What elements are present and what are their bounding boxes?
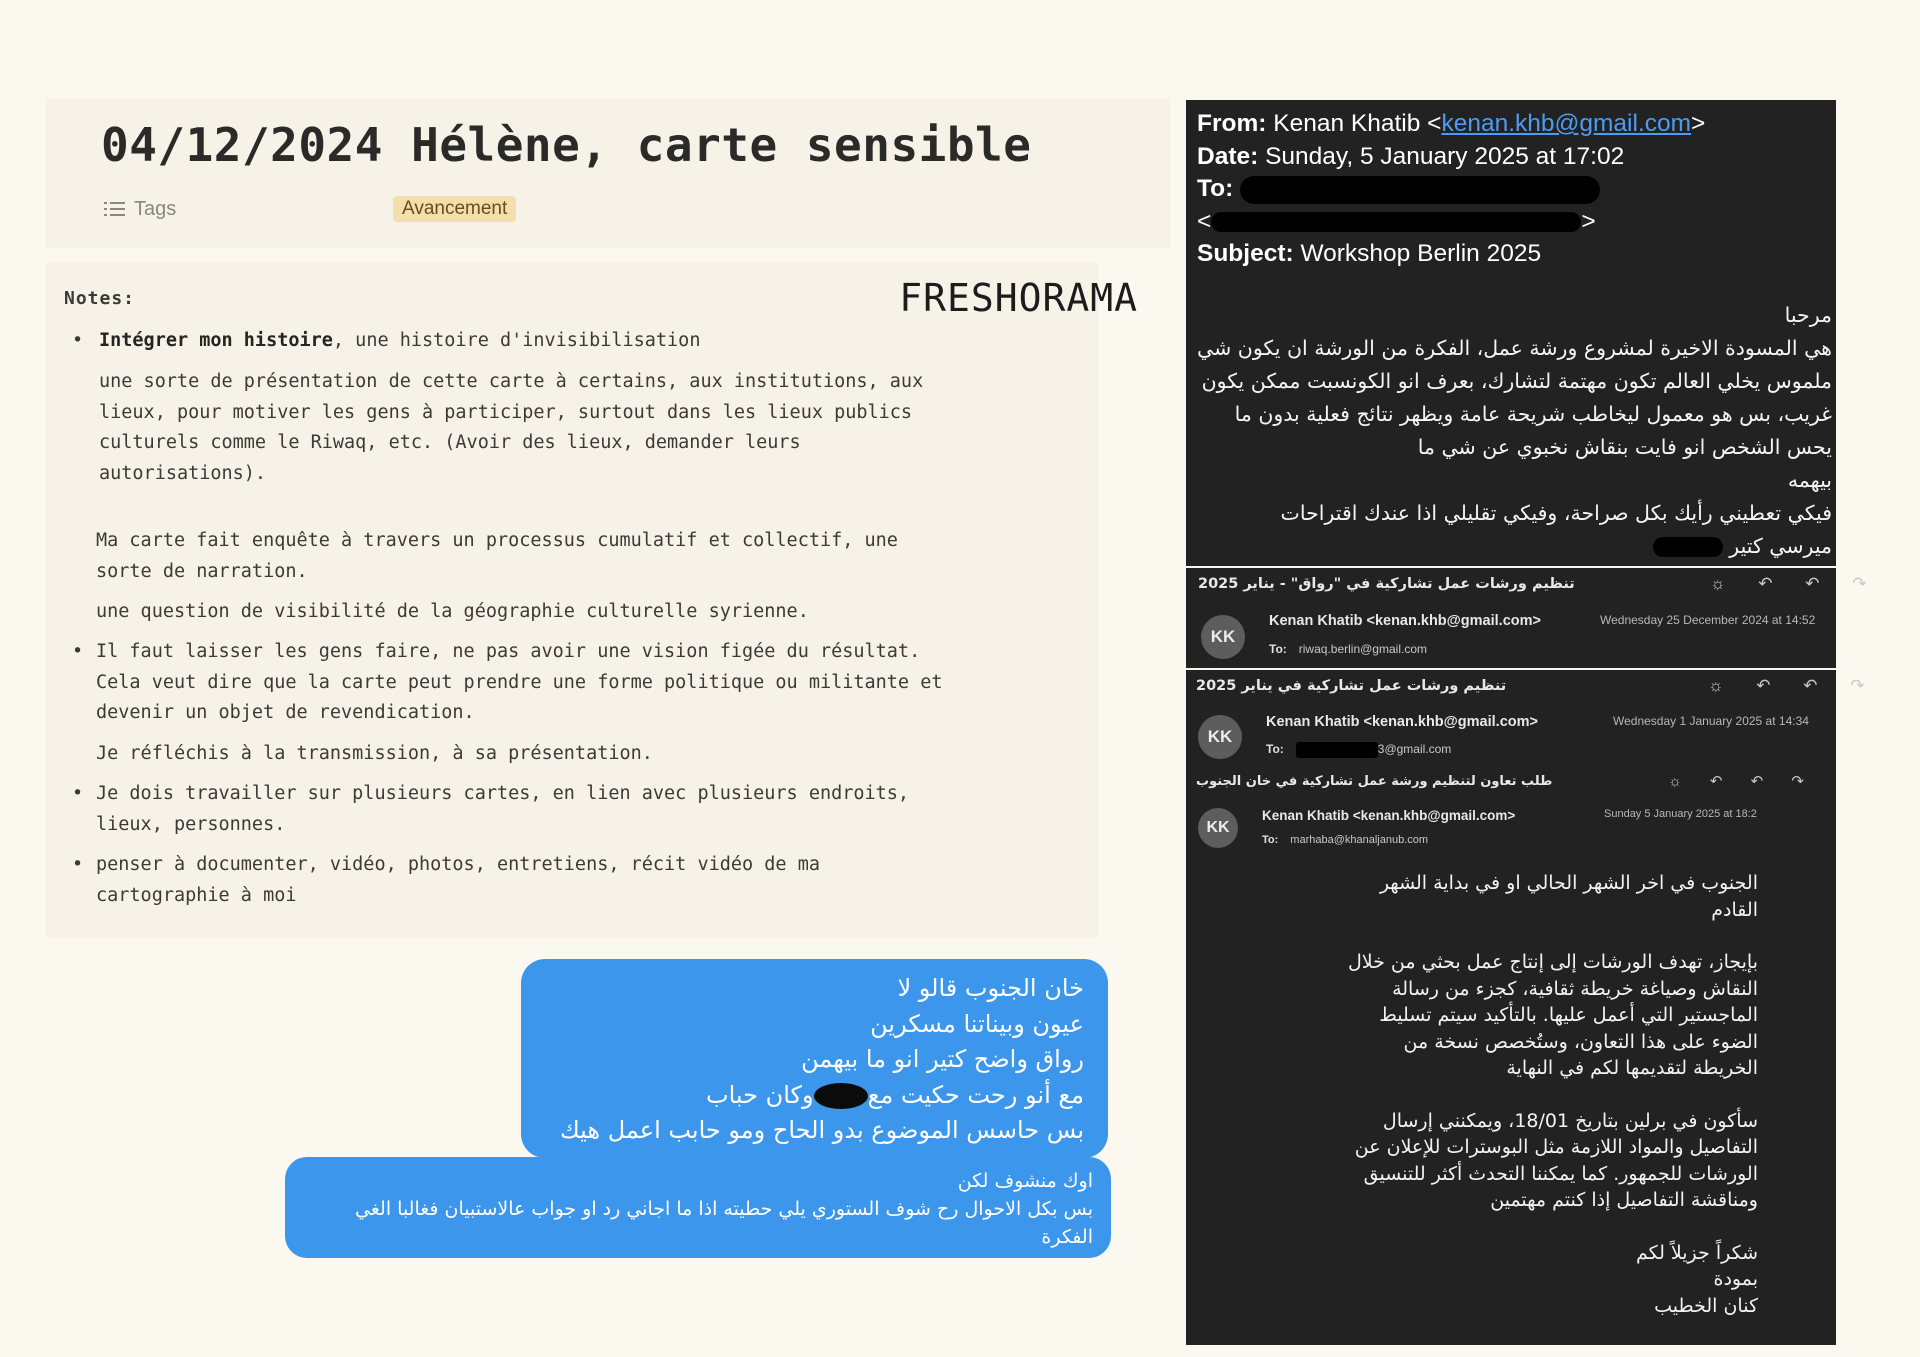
bullet-dot: • — [72, 641, 84, 662]
bullet-dot: • — [72, 854, 84, 875]
body-paragraph — [1198, 949, 1758, 1082]
to-label: To: — [1269, 642, 1287, 656]
body-line: الجنوب في اخر الشهر الحالي او في بداية الشهر — [1379, 872, 1758, 894]
from-email-link[interactable]: kenan.khb@gmail.com — [1441, 110, 1692, 137]
redaction-mark — [1653, 537, 1723, 557]
text-line: autorisations). — [99, 462, 267, 484]
text-line: culturels comme le Riwaq, etc. (Avoir des lieux, demander leurs — [99, 432, 801, 453]
message-line: رواق واضح كتير انو ما بيهمن — [801, 1045, 1084, 1073]
avatar: KK — [1198, 715, 1242, 759]
text-line: Ma carte fait enquête à travers un processus cumulatif et collectif, une — [96, 530, 898, 551]
from-label: From: — [1197, 110, 1267, 137]
date-line — [1197, 141, 1705, 174]
tags-label: Tags — [134, 198, 177, 220]
text-line: devenir un objet de revendication. — [96, 702, 475, 723]
text-line: une sorte de présentation de cette carte à certains, aux institutions, aux — [99, 371, 924, 392]
thread-subject: طلب تعاون لتنظيم ورشة عمل تشاركية في خان الجنوب — [1196, 774, 1553, 789]
body-line: شكراً جزيلاً لكم — [1635, 1241, 1758, 1264]
chat-message-bubble — [285, 1157, 1111, 1258]
email-body — [1192, 299, 1832, 563]
body-line: ومناقشة التفاصيل إذا كنتم مهتمين — [1490, 1189, 1758, 1211]
body-line: الورشات للجمهور. كما يمكننا التحدث أكثر للتنسيق — [1363, 1162, 1758, 1185]
to-line-2 — [1197, 206, 1705, 239]
body-line: بيهمه — [1787, 468, 1832, 492]
reply-actions-icon[interactable]: ☼ ↶ ↶ ↷ — [1668, 773, 1816, 790]
body-line: بإيجاز، تهدف الورشات إلى إنتاج عمل بحثي من خلال — [1347, 951, 1758, 973]
body-paragraph — [1198, 870, 1758, 923]
thread-from: Kenan Khatib <kenan.khb@gmail.com> — [1269, 613, 1541, 629]
tag-avancement[interactable]: Avancement — [393, 196, 516, 222]
message-fragment: وكان حباب — [706, 1080, 814, 1109]
bullet-text: , une histoire d'invisibilisation — [332, 330, 701, 351]
bullet-item — [46, 326, 1056, 357]
from-name: Kenan Khatib < — [1273, 110, 1442, 137]
body-line: الضوء على هذا التعاون، وستُخصص نسخة من — [1403, 1030, 1758, 1053]
message-line — [560, 1078, 1084, 1114]
paragraph — [46, 597, 1056, 628]
chat-message-bubble — [521, 959, 1108, 1158]
notes-label: Notes: — [64, 288, 136, 309]
message-line: اوك منشوف لكن — [957, 1170, 1093, 1192]
email-body-reply — [1198, 870, 1758, 1345]
subject-label: Subject: — [1197, 240, 1294, 267]
paragraph — [46, 367, 1056, 489]
body-line: هي المسودة الاخيرة لمشروع ورشة عمل، الفكرة من الورشة ان يكون شي — [1197, 336, 1832, 360]
body-paragraph — [1198, 1108, 1758, 1214]
thread-from: Kenan Khatib <kenan.khb@gmail.com> — [1266, 714, 1538, 730]
tags-property[interactable] — [104, 196, 704, 226]
date-label: Date: — [1197, 142, 1259, 170]
body-line: القادم — [1711, 898, 1758, 921]
thread-date: Wednesday 25 December 2024 at 14:52 — [1600, 613, 1816, 627]
body-line: غريب، بس هو معمول ليخاطب شريحة عامة ويظهر نتائج فعلية بدون ما — [1234, 402, 1832, 426]
text-line: lieux, pour motiver les gens à participer, surtout dans les lieux publics — [99, 401, 913, 423]
thread-to: marhaba@khanaljanub.com — [1290, 834, 1429, 846]
body-line — [1192, 530, 1832, 563]
body-line: بمودة — [1713, 1268, 1758, 1290]
page-title: 04/12/2024 Hélène, carte sensible — [101, 118, 1032, 172]
bracket: < — [1197, 207, 1212, 235]
note-header — [46, 98, 1170, 248]
body-line: ملموس يخلي العالم تكون مهتمة لتشارك، بعرف انو الكونسبت ممكن يكون — [1201, 369, 1832, 393]
thread-from: Kenan Khatib <kenan.khb@gmail.com> — [1262, 808, 1516, 823]
email-header — [1197, 108, 1705, 271]
body-line: الخريطة لتقديمها لكم في النهاية — [1506, 1057, 1758, 1079]
bullet-item — [46, 779, 1056, 840]
bullet-item — [46, 850, 1056, 911]
redaction-mark — [1240, 176, 1600, 204]
text-line: sorte de narration. — [96, 560, 308, 582]
from-line — [1197, 108, 1705, 141]
thread-date: Sunday 5 January 2025 at 18:2 — [1604, 808, 1757, 820]
reply-actions-icon[interactable]: ☼ ↶ ↶ ↷ — [1708, 676, 1879, 695]
text-line: cartographie à moi — [96, 884, 297, 906]
body-line: كنان الخطيب — [1654, 1294, 1758, 1317]
thread-to: riwaq.berlin@gmail.com — [1298, 642, 1427, 656]
thread-subject: تنظيم ورشات عمل تشاركية في يناير 2025 — [1196, 678, 1507, 694]
text-line: une question de visibilité de la géographie culturelle syrienne. — [96, 601, 809, 622]
body-line: النقاش وصياغة خريطة ثقافية، كجزء من رسالة — [1392, 977, 1758, 1000]
reply-actions-icon[interactable]: ☼ ↶ ↶ ↷ — [1710, 574, 1881, 593]
body-line: سأكون في برلين بتاريخ 18/01، ويمكنني إرسال — [1382, 1109, 1758, 1132]
message-fragment: مع أنو رحت حكيت مع — [867, 1080, 1084, 1109]
avatar: KK — [1201, 615, 1245, 659]
text-line: Il faut laisser les gens faire, ne pas avoir une vision figée du résultat. — [96, 641, 921, 662]
to-label: To: — [1197, 175, 1234, 202]
body-paragraph — [1198, 1240, 1758, 1320]
text-line: lieux, personnes. — [96, 813, 286, 835]
redaction-mark — [814, 1083, 868, 1109]
text-line: penser à documenter, vidéo, photos, entretiens, récit vidéo de ma — [96, 854, 820, 875]
bullet-item — [46, 637, 1056, 729]
divider — [1186, 668, 1836, 670]
text-line: Je dois travailler sur plusieurs cartes, en lien avec plusieurs endroits, — [96, 783, 910, 804]
message-line: الفكرة — [1041, 1226, 1093, 1248]
message-line: بس حاسس الموضوع بدو الحاح ومو حابب اعمل هيك — [559, 1116, 1084, 1144]
subject-line — [1197, 238, 1705, 271]
body-line: مرحبا — [1784, 303, 1832, 327]
to-label: To: — [1262, 834, 1279, 846]
date-value: Sunday, 5 January 2025 at 17:02 — [1265, 142, 1625, 170]
message-line: خان الجنوب قالو لا — [897, 974, 1084, 1002]
bracket: > — [1581, 207, 1596, 235]
text-line: Je réfléchis à la transmission, à sa présentation. — [96, 743, 653, 764]
note-body — [46, 262, 1138, 938]
body-line: يحس الشخص انو فايت بنقاش نخبوي عن شي ما — [1417, 435, 1832, 459]
avatar: KK — [1198, 808, 1238, 848]
body-fragment: ميرسي كتير — [1729, 534, 1832, 558]
to-label: To: — [1266, 742, 1284, 757]
bullet-dot: • — [72, 330, 84, 351]
paragraph — [46, 526, 1056, 587]
thread-to: 3@gmail.com — [1377, 742, 1452, 757]
message-line: بس بكل الاحوال رح شوف الستوري يلي حطيته اذا ما اجاني رد او جواب عالاستبيان فغالبا الغي — [355, 1198, 1093, 1220]
redaction-mark — [1296, 742, 1378, 758]
body-line: الماجستير التي أعمل عليها. بالتأكيد سيتم تسليط — [1379, 1004, 1758, 1026]
freshorama-logo: FRESHORAMA — [899, 276, 1138, 320]
text-line: Cela veut dire que la carte peut prendre une forme politique ou militante et — [96, 671, 943, 693]
list-icon — [104, 200, 126, 218]
redaction-mark — [1211, 212, 1581, 232]
to-line — [1197, 173, 1705, 206]
body-line: التفاصيل والمواد اللازمة مثل البوسترات للإعلان عن — [1354, 1136, 1758, 1158]
thread-date: Wednesday 1 January 2025 at 14:34 — [1613, 714, 1809, 728]
email-panel — [1186, 100, 1881, 1345]
strong-text: Intégrer mon histoire — [99, 330, 333, 351]
thread-subject: تنظيم ورشات عمل تشاركية في "رواق" - يناير 2025 — [1198, 576, 1575, 592]
subject-value: Workshop Berlin 2025 — [1300, 240, 1542, 267]
message-line: عيون وبيناتنا مسكرين — [870, 1009, 1084, 1038]
bullet-dot: • — [72, 783, 84, 804]
body-line: فيكي تعطيني رأيك بكل صراحة، وفيكي تقليلي اذا عندك اقتراحات — [1280, 501, 1832, 525]
paragraph — [46, 739, 1056, 770]
bracket: > — [1691, 110, 1706, 137]
